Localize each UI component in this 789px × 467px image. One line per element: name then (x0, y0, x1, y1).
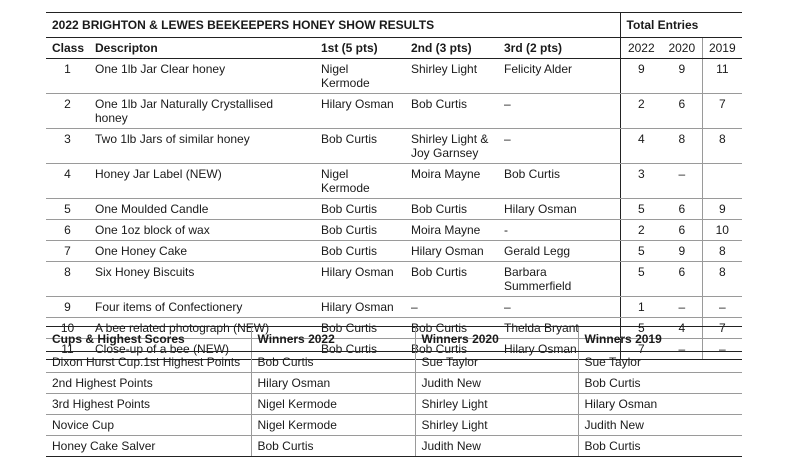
col-description: Descripton (89, 38, 315, 59)
entries-2022: 4 (620, 129, 662, 164)
entries-2019: 8 (702, 262, 742, 297)
cups-body (46, 352, 742, 457)
table-row (46, 129, 742, 164)
entries-2020: 9 (662, 59, 702, 94)
entries-2020: 9 (662, 241, 702, 262)
class-number: 5 (46, 199, 89, 220)
col-second: 2nd (3 pts) (405, 38, 498, 59)
class-description: Two 1lb Jars of similar honey (89, 129, 315, 164)
second-place: Bob Curtis (405, 94, 498, 129)
entries-2019: – (702, 297, 742, 318)
col-winners-2022: Winners 2022 (251, 327, 415, 352)
table-row (46, 297, 742, 318)
results-table (46, 12, 742, 360)
col-first: 1st (5 pts) (315, 38, 405, 59)
cup-name: 3rd Highest Points (46, 394, 251, 415)
winner-2022: Hilary Osman (251, 373, 415, 394)
third-place: Hilary Osman (498, 339, 620, 360)
first-place: Hilary Osman (315, 262, 405, 297)
first-place: Hilary Osman (315, 297, 405, 318)
entries-2022: 2 (620, 220, 662, 241)
entries-2020: – (662, 297, 702, 318)
second-place: Shirley Light & Joy Garnsey (405, 129, 498, 164)
entries-2020: – (662, 164, 702, 199)
entries-2019 (702, 164, 742, 199)
col-winners-2019: Winners 2019 (578, 327, 742, 352)
winner-2020: Judith New (415, 373, 578, 394)
class-number: 10 (46, 318, 89, 339)
total-entries-heading: Total Entries (620, 13, 742, 38)
entries-2019: 7 (702, 318, 742, 339)
third-place: Gerald Legg (498, 241, 620, 262)
class-description: A bee related photograph (NEW) (89, 318, 315, 339)
entries-2022: 5 (620, 241, 662, 262)
cups-header-row (46, 327, 742, 352)
winner-2019: Hilary Osman (578, 394, 742, 415)
col-2022: 2022 (620, 38, 662, 59)
winner-2020: Shirley Light (415, 415, 578, 436)
entries-2019: 10 (702, 220, 742, 241)
second-place: Moira Mayne (405, 164, 498, 199)
third-place: – (498, 297, 620, 318)
entries-2022: 5 (620, 318, 662, 339)
class-description: One Moulded Candle (89, 199, 315, 220)
third-place: Hilary Osman (498, 199, 620, 220)
second-place: Hilary Osman (405, 241, 498, 262)
third-place: - (498, 220, 620, 241)
table-row (46, 394, 742, 415)
table-row (46, 373, 742, 394)
class-number: 8 (46, 262, 89, 297)
cup-name: Honey Cake Salver (46, 436, 251, 457)
results-body (46, 59, 742, 360)
second-place: Bob Curtis (405, 318, 498, 339)
winner-2020: Shirley Light (415, 394, 578, 415)
first-place: Bob Curtis (315, 220, 405, 241)
second-place: – (405, 297, 498, 318)
col-third: 3rd (2 pts) (498, 38, 620, 59)
class-number: 2 (46, 94, 89, 129)
first-place: Bob Curtis (315, 129, 405, 164)
entries-2019: 8 (702, 129, 742, 164)
class-description: Six Honey Biscuits (89, 262, 315, 297)
entries-2020: 8 (662, 129, 702, 164)
first-place: Bob Curtis (315, 199, 405, 220)
second-place: Shirley Light (405, 59, 498, 94)
table-row (46, 220, 742, 241)
entries-2022: 3 (620, 164, 662, 199)
entries-2022: 5 (620, 262, 662, 297)
first-place: Bob Curtis (315, 318, 405, 339)
table-row (46, 199, 742, 220)
entries-2022: 9 (620, 59, 662, 94)
entries-2019: 7 (702, 94, 742, 129)
second-place: Bob Curtis (405, 199, 498, 220)
class-description: One 1oz block of wax (89, 220, 315, 241)
winner-2019: Judith New (578, 415, 742, 436)
cup-name: Novice Cup (46, 415, 251, 436)
table-row (46, 262, 742, 297)
winner-2019: Sue Taylor (578, 352, 742, 373)
entries-2019: 8 (702, 241, 742, 262)
table-row (46, 94, 742, 129)
entries-2019: 11 (702, 59, 742, 94)
entries-2020: 6 (662, 220, 702, 241)
second-place: Moira Mayne (405, 220, 498, 241)
col-cup: Cups & Highest Scores (46, 327, 251, 352)
winner-2022: Bob Curtis (251, 436, 415, 457)
entries-2022: 2 (620, 94, 662, 129)
third-place: – (498, 129, 620, 164)
results-title: 2022 BRIGHTON & LEWES BEEKEEPERS HONEY SHOW RESULTS (46, 13, 620, 38)
col-2019: 2019 (702, 38, 742, 59)
third-place: Thelda Bryant (498, 318, 620, 339)
class-number: 7 (46, 241, 89, 262)
winner-2020: Sue Taylor (415, 352, 578, 373)
winner-2022: Bob Curtis (251, 352, 415, 373)
winner-2019: Bob Curtis (578, 436, 742, 457)
class-number: 6 (46, 220, 89, 241)
first-place: Hilary Osman (315, 94, 405, 129)
cups-table (46, 326, 742, 457)
first-place: Bob Curtis (315, 241, 405, 262)
first-place: Bob Curtis (315, 339, 405, 360)
table-row (46, 415, 742, 436)
third-place: Bob Curtis (498, 164, 620, 199)
cup-name: Dixon Hurst Cup.1st Highest Points (46, 352, 251, 373)
entries-2022: 5 (620, 199, 662, 220)
first-place: Nigel Kermode (315, 164, 405, 199)
class-number: 4 (46, 164, 89, 199)
class-number: 3 (46, 129, 89, 164)
results-title-row (46, 13, 742, 38)
third-place: Felicity Alder (498, 59, 620, 94)
entries-2020: 6 (662, 94, 702, 129)
winner-2019: Bob Curtis (578, 373, 742, 394)
class-number: 1 (46, 59, 89, 94)
second-place: Bob Curtis (405, 262, 498, 297)
class-description: Four items of Confectionery (89, 297, 315, 318)
winner-2022: Nigel Kermode (251, 415, 415, 436)
class-description: One 1lb Jar Naturally Crystallised honey (89, 94, 315, 129)
winner-2020: Judith New (415, 436, 578, 457)
class-description: Honey Jar Label (NEW) (89, 164, 315, 199)
second-place: Bob Curtis (405, 339, 498, 360)
results-header-row (46, 38, 742, 59)
entries-2020: 4 (662, 318, 702, 339)
entries-2019: – (702, 339, 742, 360)
winner-2022: Nigel Kermode (251, 394, 415, 415)
entries-2019: 9 (702, 199, 742, 220)
entries-2020: 6 (662, 199, 702, 220)
entries-2020: 6 (662, 262, 702, 297)
class-number: 11 (46, 339, 89, 360)
entries-2022: 7 (620, 339, 662, 360)
col-class: Class (46, 38, 89, 59)
entries-2022: 1 (620, 297, 662, 318)
class-description: Close-up of a bee (NEW) (89, 339, 315, 360)
table-row (46, 59, 742, 94)
class-number: 9 (46, 297, 89, 318)
cup-name: 2nd Highest Points (46, 373, 251, 394)
third-place: – (498, 94, 620, 129)
class-description: One Honey Cake (89, 241, 315, 262)
col-2020: 2020 (662, 38, 702, 59)
first-place: Nigel Kermode (315, 59, 405, 94)
col-winners-2020: Winners 2020 (415, 327, 578, 352)
table-row (46, 241, 742, 262)
class-description: One 1lb Jar Clear honey (89, 59, 315, 94)
table-row (46, 352, 742, 373)
table-row (46, 436, 742, 457)
table-row (46, 164, 742, 199)
third-place: Barbara Summerfield (498, 262, 620, 297)
entries-2020: – (662, 339, 702, 360)
